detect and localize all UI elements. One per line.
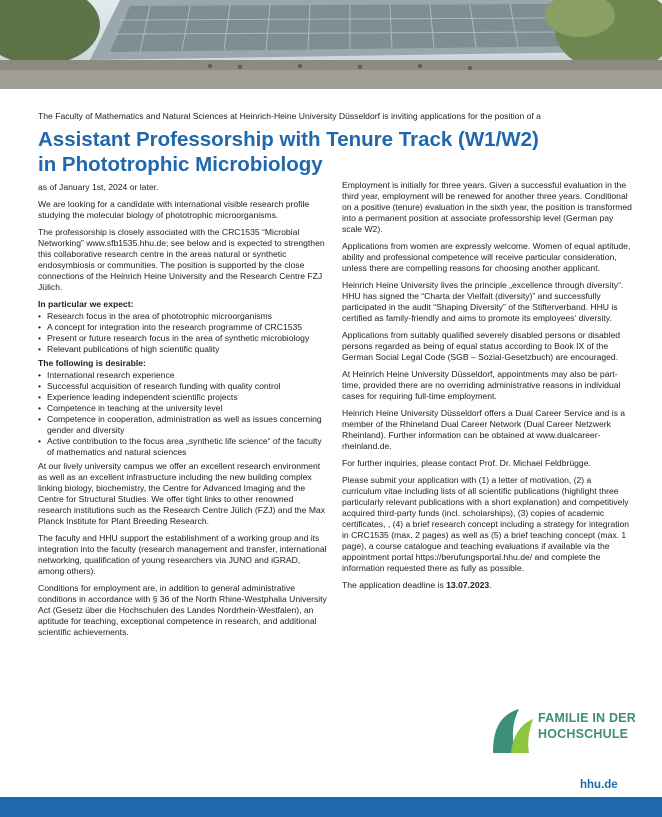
desirable-list [38,370,328,458]
right-column [342,180,632,597]
start-date: as of January 1st, 2024 or later. [38,182,159,192]
contact-inquiries: For further inquiries, please contact Prof. Dr. Michael Feldbrügge. [342,458,591,468]
application-instructions: Please submit your application with (1) a letter of motivation, (2) a curriculum vitae including lists of all scientific publications (highlight three particularly relevant publications with a short explanation) and competitively acquired third-party funds (incl. scholarships), (3) copies of academic certificates, , (4) a brief research concept including a strategy for integration in CRC1535 (max. 2 pages) as well as (5) a brief teaching concept (max. 1 page), a course catalogue and teaching evaluations if available via the appointment portal https://berufungsportal.hhu.de/ and complete the information requested there as fully as possible. [342,475,630,573]
women-welcome: Applications from women are expressly welcome. Women of equal aptitude, ability and professional competence will receive particular consideration, unless there are compelling reasons for choosing another applicant. [342,241,631,273]
desirable-heading: The following is desirable: [38,358,146,368]
left-column [38,182,328,644]
title-line-1: Assistant Professorship with Tenure Track (W1/W2) [38,128,539,151]
disabled-persons: Applications from suitably qualified severely disabled persons or disabled persons regarded as being of equal status according to Book IX of the German Social Legal Code (SGB – Sozial-Gesetzbuch) are encouraged. [342,330,621,362]
deadline-date: 13.07.2023 [446,580,490,590]
logo-line-1: FAMILIE IN DER [538,711,636,725]
part-time: At Heinrich Heine University Düsseldorf, appointments may also be part-time, provided there are no overriding administrative reasons in individual cases for requiring full-time employment. [342,369,621,401]
footer-bar [0,797,662,817]
logo-line-2: HOCHSCHULE [538,727,629,741]
list-item: • Competence in teaching at the university level [38,403,328,414]
campus-photo-illustration [0,0,662,89]
diversity-statement: Heinrich Heine University lives the principle „excellence through diversity“. HHU has signed the “Charta der Vielfalt (diversity)” and successfully participated in the audit “Shaping Diversity” of the Stifterverband. HHU is certified as family-friendly and aims to promote its employees’ diversity. [342,280,624,323]
employment-conditions: Conditions for employment are, in addition to general administrative conditions in accordance with § 36 of the North Rhine-Westphalia University Act (Gesetz über die Hochschulen des Landes Nordrhein-Westfalen), an aptitude for teaching, exceptional competence in research, and additional scientific achievements. [38,583,327,637]
title-line-2: in Phototrophic Microbiology [38,153,323,176]
candidate-profile: We are looking for a candidate with international visible research profile studying the molecular biology of phototrophic microorganisms. [38,199,310,220]
expect-heading: In particular we expect: [38,299,134,309]
deadline-suffix: . [489,580,492,590]
leaf-icon [489,707,535,755]
header-photo-campus [0,0,662,89]
intro-text: The Faculty of Mathematics and Natural Sciences at Heinrich-Heine University Düsseldorf is inviting applications for the position of a [38,111,541,121]
hhu-website-link[interactable]: hhu.de [580,779,618,791]
expect-list [38,311,328,355]
list-item: • Successful acquisition of research funding with quality control [38,381,328,392]
list-item: • Present or future research focus in the area of synthetic microbiology [38,333,328,344]
employment-term: Employment is initially for three years. Given a successful evaluation in the third year, employment will be renewed for another three years. Conditional on a positive (tenure) evaluation in the sixth year, the position is transformed into a permanent position at associate professorship level (German pay scale W2). [342,180,632,234]
familie-in-der-hochschule-logo [489,705,639,757]
list-item: • Competence in cooperation, administration as well as issues concerning gender and diversity [38,414,328,436]
campus-offer: At our lively university campus we offer an excellent research environment as well as an excellent infrastructure including the new building complex linking biology, biochemistry, the Centre for Advanced Imaging and the Centre for Structural Studies. We offer tight links to other renowned research institutions such as the Research Centre Jülich (FZJ) and the Max Planck Institute for Plant Breeding Research. [38,461,326,526]
list-item: • Experience leading independent scientific projects [38,392,328,403]
page-title [38,127,638,177]
list-item: • Active contribution to the focus area „synthetic life science“ of the faculty of mathematics and natural sciences [38,436,328,458]
logo-text [538,710,648,742]
deadline-prefix: The application deadline is [342,580,447,590]
list-item: • A concept for integration into the research programme of CRC1535 [38,322,328,333]
application-deadline [342,580,632,591]
crc-association: The professorship is closely associated with the CRC1535 “Microbial Networking” www.sfb1535.hhu.de; see below and is expected to strengthen this collaborative research centre in the areas natural or synthetic endosymbiosis or communities. The position is supported by the close connections of the Heinrich Heine University and the Research Centre FZJ Jülich. [38,227,325,292]
dual-career: Heinrich Heine University Düsseldorf offers a Dual Career Service and is a member of the Rhineland Dual Career Network (Dual Career Netzwerk Rheinland). Further information can be obtained at www.dualcareer-rheinland.de. [342,408,626,451]
list-item: • Research focus in the area of phototrophic microorganisms [38,311,328,322]
list-item: • Relevant publications of high scientific quality [38,344,328,355]
faculty-support: The faculty and HHU support the establishment of a working group and its integration into the faculty (research management and transfer, international networking, qualification of young researchers via JUNO and iGRAD, among others). [38,533,327,576]
list-item: • International research experience [38,370,328,381]
